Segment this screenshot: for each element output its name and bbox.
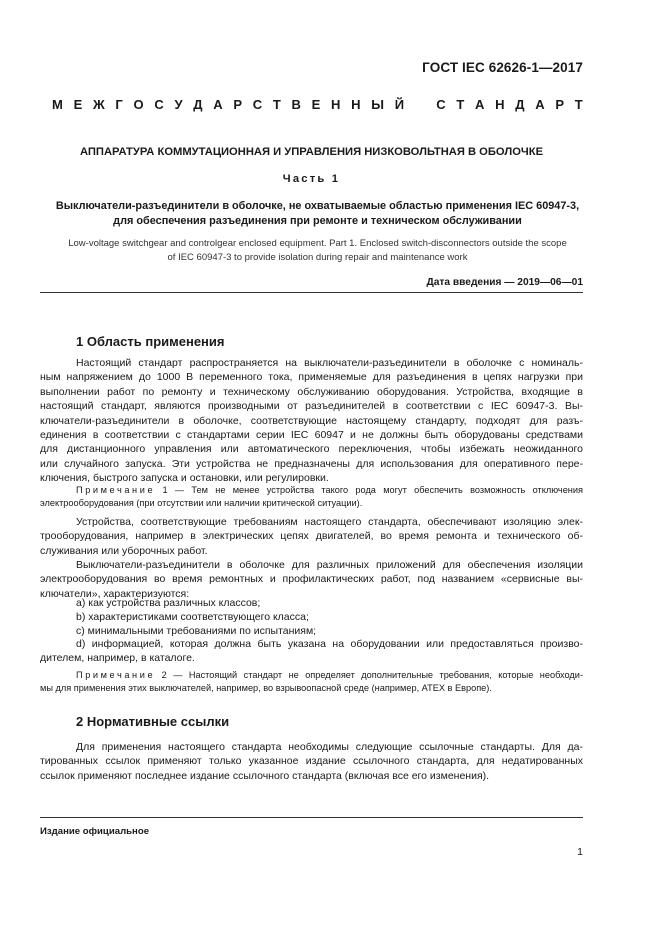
standard-type-letter: Т bbox=[574, 97, 583, 112]
standard-type-letter: В bbox=[291, 97, 301, 112]
text-line: для дистанционного управления или автоматического переключения, чтобы избежать неожиданного bbox=[40, 443, 583, 456]
standard-type-letter: Ж bbox=[92, 97, 105, 112]
standard-type-letter: С bbox=[436, 97, 446, 112]
text-line: настоящий стандарт, являются производными от разъединителей в соответствии с IEC 60947-3. Вы- bbox=[40, 400, 583, 413]
standard-type-letter: Ы bbox=[371, 97, 384, 112]
english-title-line: Low-voltage switchgear and controlgear enclosed equipment. Part 1. Enclosed switch-disconnectors outside the scope bbox=[68, 238, 567, 249]
standard-type-letter: У bbox=[174, 97, 183, 112]
standard-type-letter: Д bbox=[193, 97, 203, 112]
note-text: 2 — Настоящий стандарт не определяет дополнительные требования, которые необходи- bbox=[161, 670, 583, 680]
text-line: электрооборудования во время ремонтных и профилактических работ, под названием «сервисные вы- bbox=[40, 573, 583, 586]
standard-type-letter: А bbox=[475, 97, 485, 112]
effective-date: Дата введения — 2019—06—01 bbox=[426, 277, 583, 288]
section-1-paragraph-2 bbox=[40, 515, 583, 558]
standard-number: ГОСТ IEC 62626-1—2017 bbox=[422, 60, 583, 75]
text-line: трооборудования, например в электрических цепях двигателей, во время ремонта и технического об- bbox=[40, 530, 583, 543]
text-line: ключатели-разъединители в оболочке, соответствующие настоящему стандарту, подходят для разъ- bbox=[40, 414, 583, 427]
text-line: тированных ссылок применяют только указанное издание ссылочного стандарта, для недатированных bbox=[40, 755, 583, 768]
note-line bbox=[40, 669, 583, 682]
text-line: Устройства, соответствующие требованиям настоящего стандарта, обеспечивают изоляцию элек- bbox=[76, 516, 583, 528]
standard-type-letter: А bbox=[535, 97, 545, 112]
english-title bbox=[44, 237, 591, 265]
section-2-heading: 2 Нормативные ссылки bbox=[76, 714, 230, 729]
standard-type-letter: Е bbox=[73, 97, 83, 112]
note-label: Примечание bbox=[76, 485, 156, 495]
text-line: единения в соответствии с стандартами серии IEC 60947 и не должны быть оборудованы средствами bbox=[40, 429, 583, 442]
document-subtitle bbox=[44, 199, 591, 229]
standard-type-letter: С bbox=[252, 97, 263, 112]
section-2-paragraph-1 bbox=[40, 740, 583, 783]
note-label: Примечание bbox=[76, 670, 156, 680]
standard-type-letter: Т bbox=[272, 97, 281, 112]
text-line: Выключатели-разъединители в оболочке для различных приложений для обеспечения изоляции bbox=[76, 559, 583, 571]
standard-type-letter: Р bbox=[555, 97, 564, 112]
list-item-a: a) как устройства различных классов; bbox=[76, 597, 261, 609]
text-line: служивания или уборочных работ. bbox=[40, 544, 208, 557]
standard-type-letter: Й bbox=[394, 97, 405, 112]
standard-type-letter: Н bbox=[351, 97, 361, 112]
list-item-d bbox=[40, 637, 583, 666]
standard-type-letter: А bbox=[213, 97, 223, 112]
note-2 bbox=[40, 669, 583, 696]
document-title: АППАРАТУРА КОММУТАЦИОННАЯ И УПРАВЛЕНИЯ НИЗКОВОЛЬТНАЯ В ОБОЛОЧКЕ bbox=[79, 146, 544, 158]
edition-label: Издание официальное bbox=[40, 826, 150, 837]
subtitle-line: для обеспечения разъединения при ремонте и техническом обслуживании bbox=[113, 215, 522, 227]
standard-type-letter: Г bbox=[115, 97, 123, 112]
text-line: ным напряжением до 1000 В переменного тока, применяемые для разъединения в цепях нагрузки при bbox=[40, 371, 583, 384]
standard-type-letter: С bbox=[154, 97, 164, 112]
standard-type bbox=[52, 97, 583, 112]
standard-type-letter: Д bbox=[515, 97, 525, 112]
note-text: 1 — Тем не менее устройства такого рода могут обеспечить возможность отключения bbox=[162, 485, 583, 495]
standard-type-letter: Н bbox=[331, 97, 341, 112]
standard-type-letter: О bbox=[133, 97, 144, 112]
text-line: дителем, например, в каталоге. bbox=[40, 652, 195, 665]
standard-type-letter: Н bbox=[495, 97, 505, 112]
standard-type-letter: М bbox=[52, 97, 63, 112]
header-divider bbox=[40, 292, 583, 293]
part-label: Часть 1 bbox=[282, 173, 341, 185]
note-line bbox=[40, 484, 583, 497]
text-line: или случайного запуска. Эти устройства не предназначены для использования для оперативного пере- bbox=[40, 457, 583, 470]
standard-type-letter: Е bbox=[311, 97, 321, 112]
section-1-paragraph-3 bbox=[40, 558, 583, 601]
text-line: ключатели», характеризуются: bbox=[40, 587, 190, 600]
text-line: ключения, быстрого запуска и остановки, или регулировки. bbox=[40, 472, 329, 485]
section-1-heading: 1 Область применения bbox=[76, 334, 225, 349]
list-item-c: c) минимальными требованиями по испытаниям; bbox=[76, 625, 317, 637]
standard-type-letter: Т bbox=[456, 97, 465, 112]
note-line: электрооборудования (при отсутствии или наличии критической ситуации). bbox=[40, 498, 363, 509]
text-line: d) информацией, которая должна быть указана на оборудовании или предоставляться произво- bbox=[76, 638, 583, 650]
text-line: выполнении работ по ремонту и техническому обслуживанию оборудования. Устройства, входящие в bbox=[40, 385, 583, 398]
section-1-paragraph-1 bbox=[40, 356, 583, 486]
note-line: мы для применения этих выключателей, например, во взрывоопасной среде (например, ATEX в Европе). bbox=[40, 683, 492, 694]
list-item-b: b) характеристиками соответствующего класса; bbox=[76, 611, 309, 623]
text-line: Для применения настоящего стандарта необходимы следующие ссылочные стандарты. Для да- bbox=[76, 741, 583, 753]
english-title-line: of IEC 60947-3 to provide isolation during repair and maintenance work bbox=[167, 252, 468, 263]
subtitle-line: Выключатели-разъединители в оболочке, не охватываемые областью применения IEC 60947-3, bbox=[55, 200, 580, 212]
footer-divider bbox=[40, 817, 583, 818]
page-number: 1 bbox=[577, 846, 583, 858]
standard-type-letter: Р bbox=[233, 97, 243, 112]
note-1 bbox=[40, 484, 583, 511]
text-line: ссылок применяют последнее издание ссылочного стандарта (включая все его изменения). bbox=[40, 769, 490, 782]
text-line: Настоящий стандарт распространяется на выключатели-разъединители в оболочке с номиналь- bbox=[76, 357, 583, 369]
